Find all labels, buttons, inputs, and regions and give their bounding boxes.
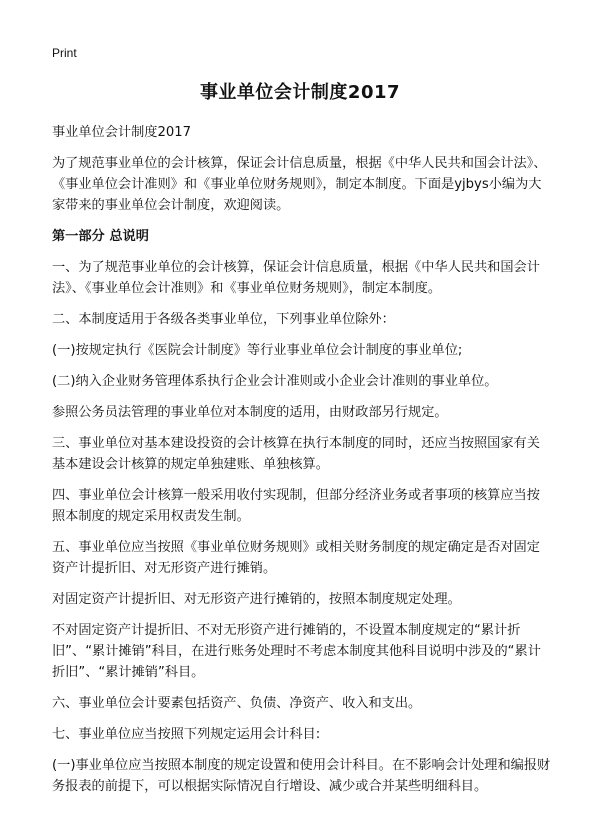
- page-title: 事业单位会计制度2017: [199, 82, 401, 103]
- paragraph: (二)纳入企业财务管理体系执行企业会计准则或小企业会计准则的事业单位。: [52, 374, 498, 389]
- document-body: [52, 122, 552, 807]
- paragraph: 参照公务员法管理的事业单位对本制度的适用，由财政部另行规定。: [52, 405, 448, 420]
- paragraph: 七、事业单位应当按照下列规定运用会计科目:: [52, 727, 321, 742]
- paragraph: 二、本制度适用于各级各类事业单位，下列事业单位除外：: [52, 312, 395, 327]
- intro-paragraph: 为了规范事业单位的会计核算，保证会计信息质量，根据《中华人民共和国会计法》、《事业单位会计准则》和《事业单位财务规则》，制定本制度。下面是yjbys小编为大家带来的事业单位会计制度，欢迎阅读。: [52, 156, 547, 213]
- paragraph: 六、事业单位会计要素包括资产、负债、净资产、收入和支出。: [52, 696, 422, 711]
- paragraph: 五、事业单位应当按照《事业单位财务规则》或相关财务制度的规定确定是否对固定资产计提折旧、对无形资产进行摊销。: [52, 540, 540, 576]
- section-title: 第一部分 总说明: [52, 229, 149, 244]
- paragraph: (一)事业单位应当按照本制度的规定设置和使用会计科目。在不影响会计处理和编报财务报表的前提下，可以根据实际情况自行增设、减少或合并某些明细科目。: [52, 758, 551, 794]
- document-subtitle: 事业单位会计制度2017: [52, 125, 192, 140]
- paragraph: 三、事业单位对基本建设投资的会计核算在执行本制度的同时，还应当按照国家有关基本建设会计核算的规定单独建账、单独核算。: [52, 436, 540, 472]
- paragraph: 四、事业单位会计核算一般采用收付实现制，但部分经济业务或者事项的核算应当按照本制度的规定采用权责发生制。: [52, 488, 540, 524]
- paragraph: 不对固定资产计提折旧、不对无形资产进行摊销的，不设置本制度规定的“累计折旧”、“累计摊销”科目，在进行账务处理时不考虑本制度其他科目说明中涉及的“累计折旧”、“累计摊销”科目。: [52, 623, 541, 680]
- paragraph: 一、为了规范事业单位的会计核算，保证会计信息质量，根据《中华人民共和国会计法》、《事业单位会计准则》和《事业单位财务规则》，制定本制度。: [52, 260, 540, 296]
- paragraph: (一)按规定执行《医院会计制度》等行业事业单位会计制度的事业单位;: [52, 343, 463, 358]
- paragraph: 对固定资产计提折旧、对无形资产进行摊销的，按照本制度规定处理。: [52, 592, 461, 607]
- print-label: Print: [52, 46, 77, 60]
